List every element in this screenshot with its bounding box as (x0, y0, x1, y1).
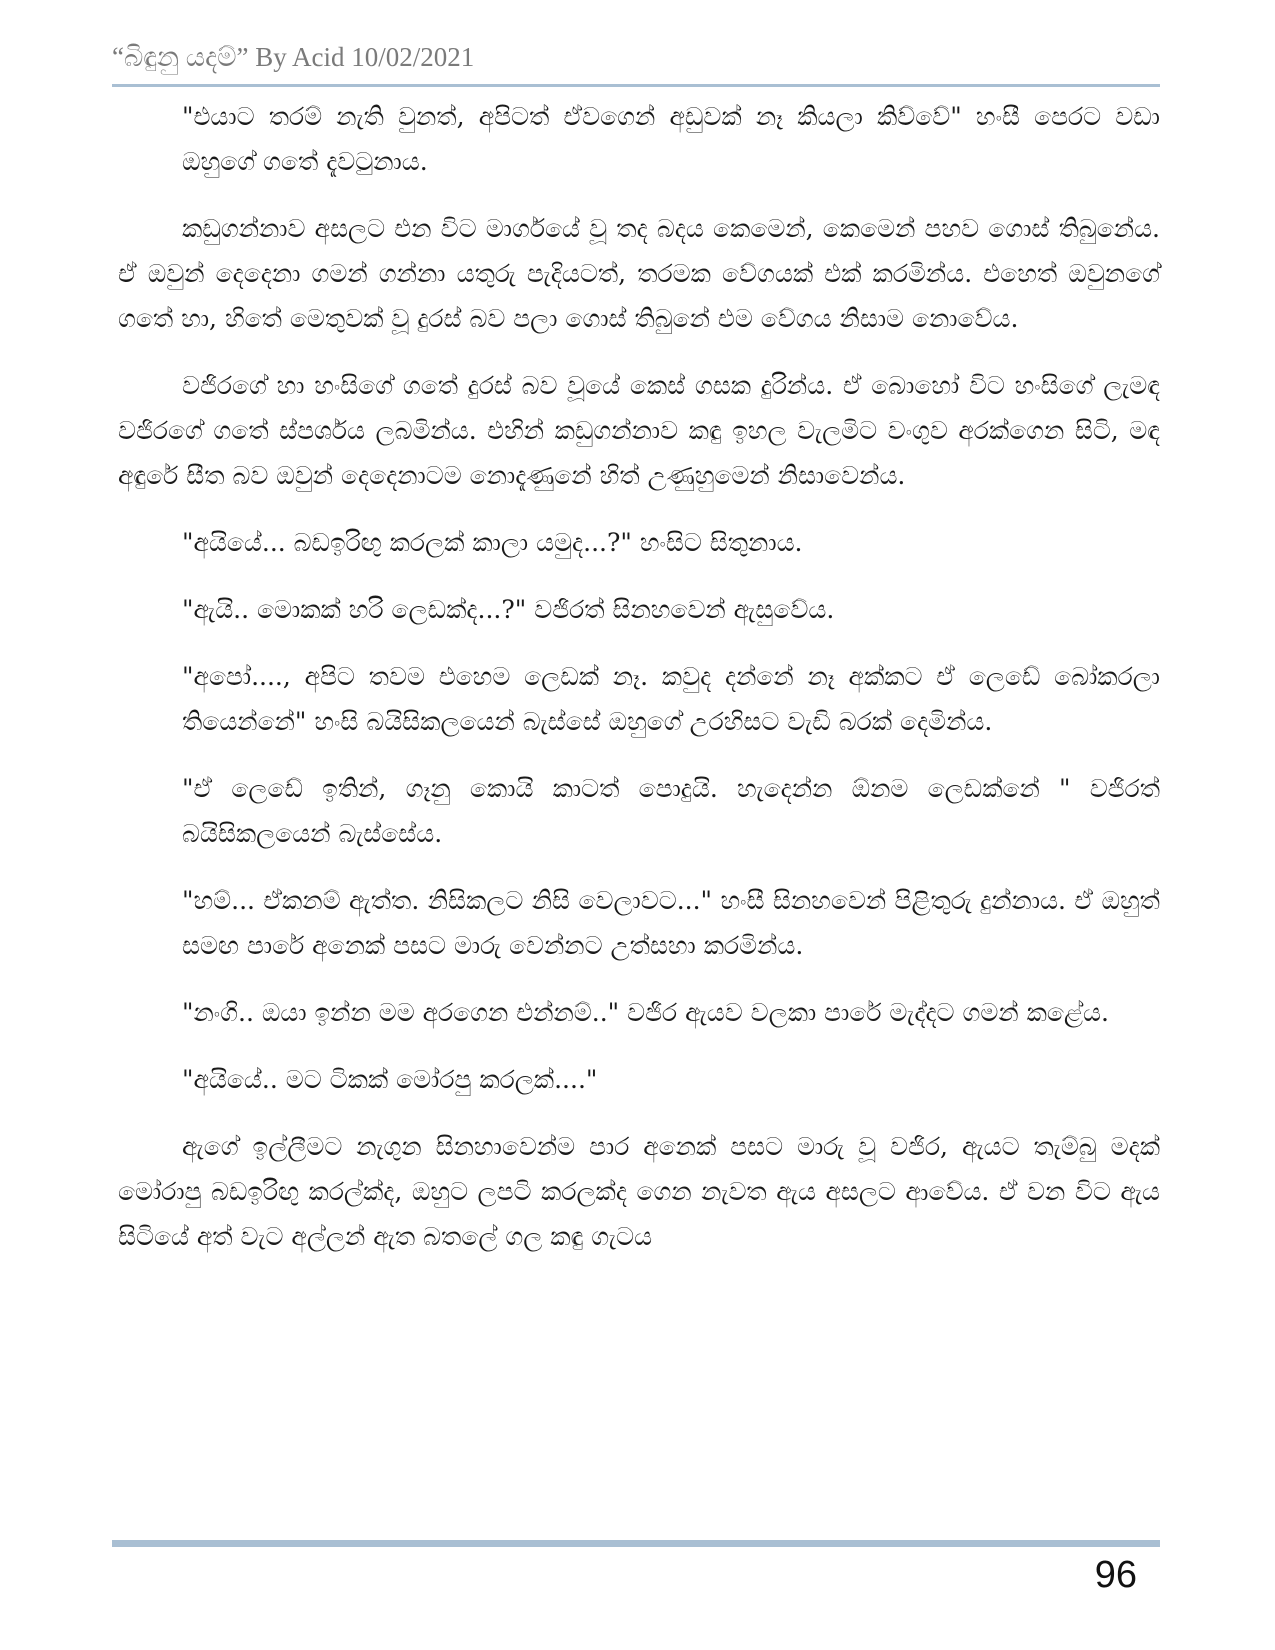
paragraph: "එයාට තරම් නැති වුනත්, අපිටත් ඒවගෙන් අඩුවක් නෑ කියලා කිව්වේ" හංසී පෙරට වඩා ඔහුගේ ගතේ දැවටුනාය. (182, 102, 1160, 176)
footer-rule (112, 1540, 1160, 1547)
paragraph: "නංගි.. ඔයා ඉන්න මම අරගෙන එන්නම්.." වජිර ඇයව වලකා පාරේ මැද්දට ගමන් කළේය. (182, 998, 1109, 1027)
header-rule (112, 84, 1160, 87)
paragraph: "හම්... ඒකනම් ඇත්ත. නිසිකලට නිසි වෙලාවට..." හංසී සිනහවෙන් පිළිතුරු දුන්නාය. ඒ ඔහුත් සමඟ පාරේ අනෙක් පසට මාරු වෙන්නට උත්සහා කරමින්ය. (182, 886, 1160, 960)
paragraph: "ඇයි.. මොකක් හරි ලෙඩක්ද...?" වජිරත් සිනහවෙන් ඇසුවේය. (182, 595, 835, 624)
paragraph: කඩුගන්නාව අසලට එන විට මාර්ගයේ වූ තද බදය කෙමෙන්, කෙමෙන් පහව ගොස් තිබුනේය. ඒ ඔවුන් දෙදෙනා ගමන් ගන්නා යතුරු පැදියටත්, තරමක වේගයක් එක් කරමින්ය. එහෙත් ඔවුනගේ ගතේ හා, හිතේ මෙතුවක් වූ දුරස් බව පලා ගොස් තිබුනේ එම වේගය නිසාම නොවේය. (118, 214, 1160, 333)
page-body (118, 94, 1160, 1281)
paragraph: "අයියේ.. මට ටිකක් මෝරපු කරලක්...." (182, 1065, 598, 1094)
paragraph: වජිරගේ හා හංසිගේ ගතේ දුරස් බව වූයේ කෙස් ගසක දුරින්ය. ඒ බොහෝ විට හංසිගේ ලැමඳ වජිරගේ ගතේ ස්පර්ශය ලබමින්ය. එහින් කඩුගන්නාව කඳු ඉහල වැලමිට වංගුව අරක්ගෙන සිටි, මඳ අඳුරේ සීත බව ඔවුන් දෙදෙනාටම නොදැණුනේ හිත් උණුහුමෙන් නිසාවෙන්ය. (118, 371, 1160, 490)
paragraph: "අපෝ...., අපිට තවම එහෙම ලෙඩක් නෑ. කවුද දන්නේ නෑ අක්කට ඒ ලෙඩේ බෝකරලා තියෙන්නේ" හංසි බයිසිකලයෙන් බැස්සේ ඔහුගේ උරහිසට වැඩි බරක් දෙමින්ය. (182, 662, 1160, 736)
paragraph: ඇගේ ඉල්ලීමට නැගුන සිනහාවෙන්ම පාර අනෙක් පසට මාරු වූ වජිර, ඇයට තැම්බු මදක් මෝරාපු බඩඉරිඟු කරල්ක්ද, ඔහුට ලපටි කරලක්ද ගෙන නැවත ඇය අසලට ආවේය. ඒ වන විට ඇය සිටියේ අත් වැට අල්ලන් ඇත බතලේ ගල කඳු ගැටය (118, 1132, 1160, 1251)
page-number: 96 (1094, 1554, 1137, 1596)
page-header: “බිඳුනු යදම්” By Acid 10/02/2021 (112, 42, 475, 72)
paragraph: "ඒ ලෙඩේ ඉතින්, ගෑනු කොයි කාටත් පොදුයි. හැදෙන්න ඕනම ලෙඩක්නේ " වජිරත් බයිසිකලයෙන් බැස්සේය. (182, 774, 1160, 848)
paragraph: "අයියේ... බඩඉරිඟු කරලක් කාලා යමුද...?" හංසිට සිතුනාය. (182, 528, 803, 557)
